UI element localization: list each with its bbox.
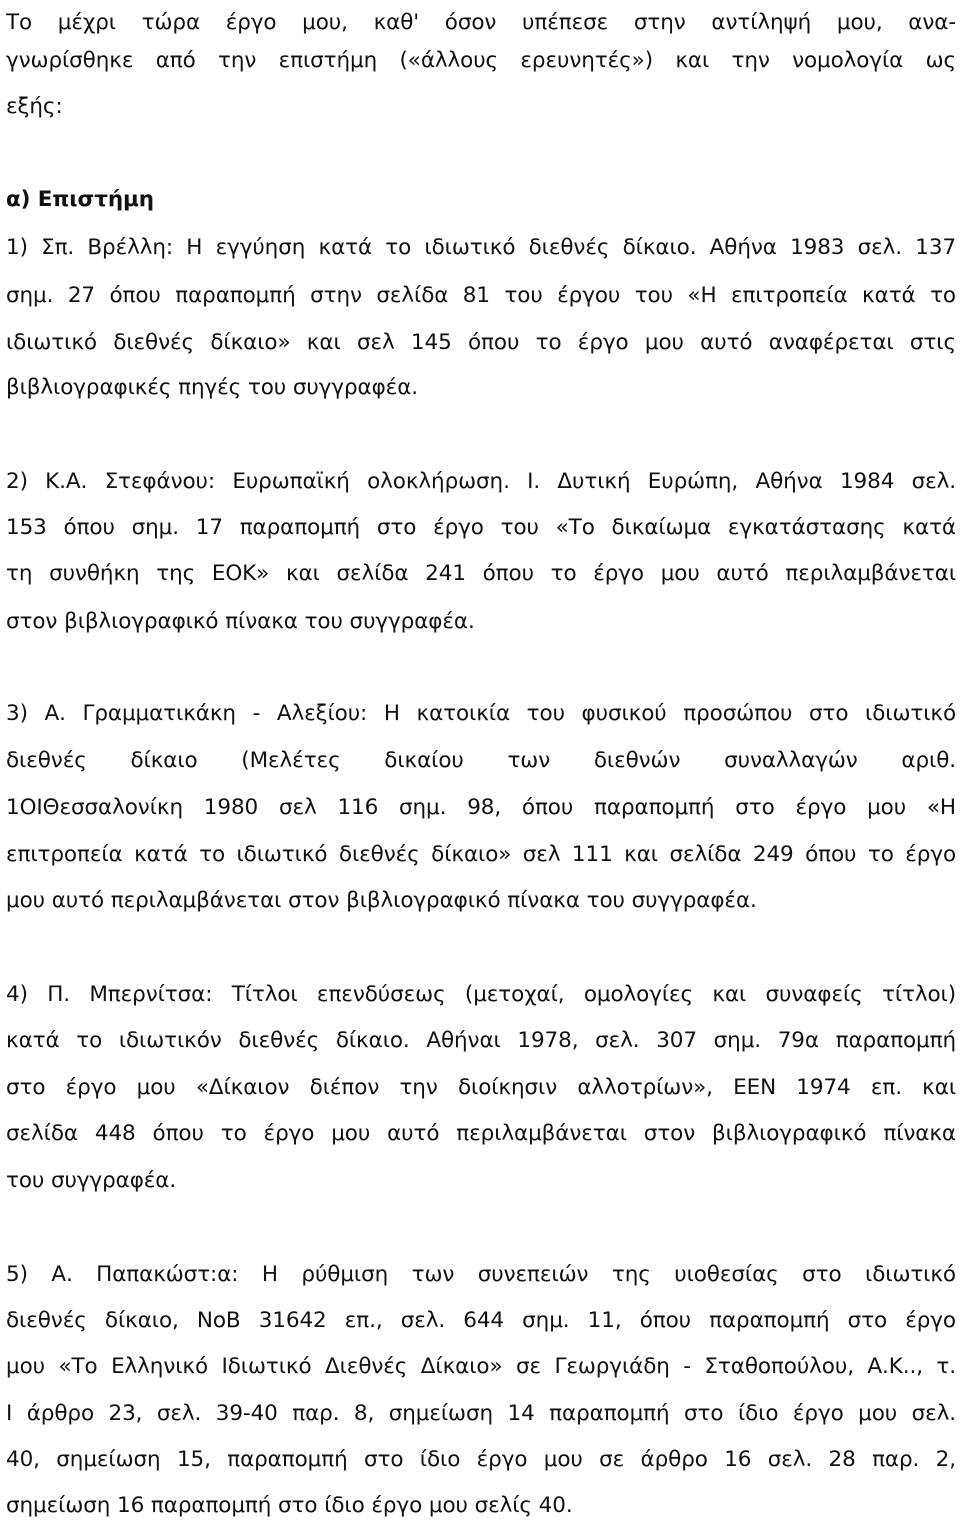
text-line: 5) Α. Παπακώστ:α: Η ρύθμιση των συνεπειών της υιοθεσίας στο ιδιωτικό — [6, 1262, 956, 1287]
text-line: ιδιωτικό διεθνές δίκαιο» και σελ 145 όπου το έργο μου αυτό αναφέρεται στις — [6, 330, 956, 355]
text-line: 153 όπου σημ. 17 παραπομπή στο έργο του «Το δικαίωμα εγκατάστασης κατά — [6, 515, 956, 540]
text-line: 1ΟΙΘεσσαλονίκη 1980 σελ 116 σημ. 98, όπου παραπομπή στο έργο μου «Η — [6, 795, 956, 820]
text-line: σημ. 27 όπου παραπομπή στην σελίδα 81 του έργου του «Η επιτροπεία κατά το — [6, 283, 956, 308]
text-line: 2) Κ.Α. Στεφάνου: Ευρωπαϊκή ολοκλήρωση. Ι. Δυτική Ευρώπη, Αθήνα 1984 σελ. — [6, 469, 956, 494]
text-line: σημείωση 16 παραπομπή στο ίδιο έργο μου σελίς 40. — [6, 1493, 573, 1518]
text-line: σελίδα 448 όπου το έργο μου αυτό περιλαμβάνεται στον βιβλιογραφικό πίνακα — [6, 1121, 956, 1146]
text-line: 3) Α. Γραμματικάκη - Αλεξίου: Η κατοικία του φυσικού προσώπου στο ιδιωτικό — [6, 701, 956, 726]
text-line: του συγγραφέα. — [6, 1168, 177, 1193]
text-line: τη συνθήκη της ΕΟΚ» και σελίδα 241 όπου το έργο μου αυτό περιλαμβάνεται — [6, 561, 956, 586]
section-heading: α) Επιστήμη — [6, 187, 154, 212]
text-line: επιτροπεία κατά το ιδιωτικό διεθνές δίκαιο» σελ 111 και σελίδα 249 όπου το έργο — [6, 842, 956, 867]
text-line: Ι άρθρο 23, σελ. 39-40 παρ. 8, σημείωση 14 παραπομπή στο ίδιο έργο μου σελ. — [6, 1401, 956, 1426]
text-line: στον βιβλιογραφικό πίνακα του συγγραφέα. — [6, 609, 475, 634]
text-line: μου αυτό περιλαμβάνεται στον βιβλιογραφικό πίνακα του συγγραφέα. — [6, 888, 757, 913]
text-line: Το μέχρι τώρα έργο μου, καθ' όσον υπέπεσε στην αντίληψή μου, ανα- — [6, 10, 956, 35]
text-line: 4) Π. Μπερνίτσα: Τίτλοι επενδύσεως (μετοχαί, ομολογίες και συναφείς τίτλοι) — [6, 982, 956, 1007]
text-line: στο έργο μου «Δίκαιον διέπον την διοίκησιν αλλοτρίων», ΕΕΝ 1974 επ. και — [6, 1075, 956, 1100]
text-line: διεθνές δίκαιο (Μελέτες δικαίου των διεθνών συναλλαγών αριθ. — [6, 748, 956, 773]
text-line: 1) Σπ. Βρέλλη: Η εγγύηση κατά το ιδιωτικό διεθνές δίκαιο. Αθήνα 1983 σελ. 137 — [6, 235, 956, 260]
text-line: 40, σημείωση 15, παραπομπή στο ίδιο έργο μου σε άρθρο 16 σελ. 28 παρ. 2, — [6, 1447, 956, 1472]
text-line: βιβλιογραφικές πηγές του συγγραφέα. — [6, 375, 419, 400]
text-line: κατά το ιδιωτικόν διεθνές δίκαιο. Αθήναι 1978, σελ. 307 σημ. 79α παραπομπή — [6, 1028, 956, 1053]
text-line: μου «Το Ελληνικό Ιδιωτικό Διεθνές Δίκαιο» σε Γεωργιάδη - Σταθοπούλου, Α.Κ.., τ. — [6, 1354, 956, 1379]
text-line: εξής: — [6, 94, 63, 119]
text-line: διεθνές δίκαιο, ΝοΒ 31642 επ., σελ. 644 σημ. 11, όπου παραπομπή στο έργο — [6, 1308, 956, 1333]
text-line: γνωρίσθηκε από την επιστήμη («άλλους ερευνητές») και την νομολογία ως — [6, 48, 956, 73]
